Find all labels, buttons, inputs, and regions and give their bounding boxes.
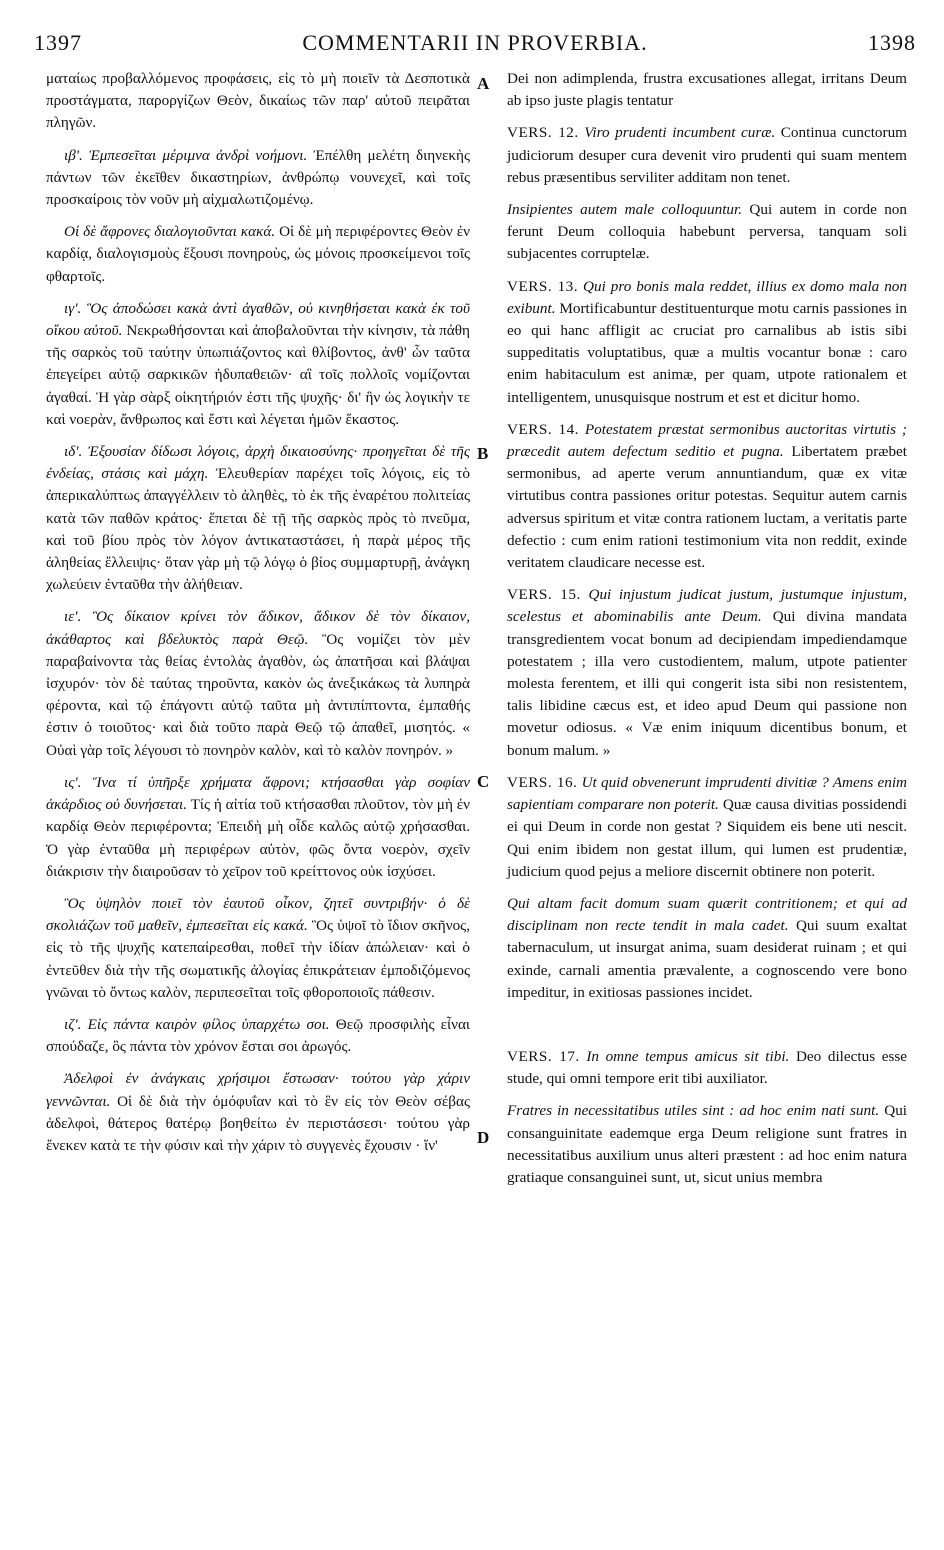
greek-paragraph bbox=[46, 145, 470, 212]
margin-letter-a: A bbox=[477, 74, 490, 93]
greek-text: Ἐπέλθη μελέτη διηνεκὴς πάντων τῶν ἐκεῖθεν δικαστηρίων, ἀνθρώπῳ νουνεχεῖ, καὶ τοῖς προσκαίροις τὸν νοῦν μὴ αἰχμαλωτιζομένῳ. bbox=[46, 146, 470, 209]
greek-paragraph bbox=[46, 1068, 470, 1157]
verse-number: VERS. 14. bbox=[507, 420, 579, 438]
verse-number: VERS. 12. bbox=[507, 124, 579, 142]
latin-paragraph bbox=[507, 68, 907, 112]
latin-lemma: Insipientes autem male colloquuntur. bbox=[507, 201, 743, 219]
greek-lemma: Ἀδελφοὶ ἐν ἀνάγκαις χρήσιμοι ἔστωσαν· τούτου γὰρ χάριν γεννῶνται. bbox=[46, 1070, 470, 1110]
greek-paragraph bbox=[46, 772, 470, 883]
greek-text: Οἱ δὲ διὰ τὴν ὁμόφυΐαν καὶ τὸ ἓν εἰς τὸν Θεὸν σέβας ἀδελφοὶ, θάτερος θατέρῳ βοηθείτω ἐν περιστάσεσι· τούτου γὰρ ἕνεκεν κατὰ τε τὴν φύσιν καὶ τὴν χάριν τὸ συγγενὲς ἔχουσιν · ἵν' bbox=[46, 1092, 470, 1154]
greek-paragraph bbox=[46, 68, 470, 135]
verse-number: VERS. 16. bbox=[507, 773, 578, 791]
verse-number: VERS. 15. bbox=[507, 586, 581, 604]
latin-paragraph bbox=[507, 584, 907, 762]
latin-text: Qui consanguinitate eademque erga Deum religione sunt fratres in necessitatibus auxilium unus alteri præstent : ad hoc enim natura gratiaque consanguinei sunt, ut, sicut unius membra bbox=[507, 1102, 908, 1186]
latin-lemma: In omne tempus amicus sit tibi. bbox=[579, 1047, 790, 1065]
verse-number: VERS. 13. bbox=[507, 277, 579, 295]
verse-number: VERS. 17. bbox=[507, 1047, 580, 1065]
greek-lemma: ιε'. Ὃς δίκαιον κρίνει τὸν ἄδικον, ἄδικον δὲ τὸν δίκαιον, ἀκάθαρτος καὶ βδελυκτὸς παρὰ Θεῷ. bbox=[46, 608, 470, 648]
greek-text: Νεκρωθήσονται καὶ ἀποβαλοῦνται τὴν κίνησιν, τὰ πάθη τῆς σαρκὸς τοῦ ταύτην ὑπωπιάζοντος καὶ θλίβοντος, ἀνθ' ὧν ταῦτα ἐπεγείρει αὐτῷ σαρκικῶν ἡδυπαθειῶν· αἳ τοῖς πολλοῖς νομίζονται ἀγαθαί. Ἡ γὰρ σὰρξ οἰκητήριόν ἐστι τῆς ψυχῆς· δι' ἣν ὡς λογικὴν τε καὶ νοερὰν, ἄνθρωπος καὶ ἔστι καὶ λέγεται ἡμῶν ἕκαστος. bbox=[46, 322, 470, 428]
page-number-right: 1398 bbox=[868, 30, 916, 55]
greek-paragraph bbox=[46, 1014, 470, 1058]
greek-lemma: ιζ'. Εἰς πάντα καιρὸν φίλος ὑπαρχέτω σοι. bbox=[64, 1015, 330, 1033]
latin-column bbox=[507, 68, 907, 1199]
latin-lemma: Qui altam facit domum suam quærit contritionem; et qui ad disciplinam non recte tendit in mala cadet. bbox=[507, 894, 907, 935]
latin-text: Continua cunctorum judiciorum desuper cura devenit viro prudenti qui suam mentem rebus præsentibus serviliter additam non tenet. bbox=[507, 124, 907, 186]
latin-text: Qui suum exaltat tabernaculum, ut insurgat anima, suam desiderat ruinam ; et qui exinde, carnali amentia prævalente, a cognoscendo vere bono impeditur, in exitiosas passiones incidet. bbox=[507, 917, 908, 1001]
latin-paragraph bbox=[507, 276, 907, 409]
greek-lemma: ιγ'. Ὃς ἀποδώσει κακὰ ἀντὶ ἀγαθῶν, οὐ κινηθήσεται κακὰ ἐκ τοῦ οἴκου αὐτοῦ. bbox=[46, 299, 470, 340]
latin-paragraph bbox=[507, 772, 907, 883]
greek-lemma: ιβ'. Ἐμπεσεῖται μέριμνα ἀνδρὶ νοήμονι. bbox=[64, 146, 308, 164]
latin-lemma: Qui pro bonis mala reddet, illius ex domo mala non exibunt. bbox=[507, 277, 907, 317]
latin-paragraph bbox=[507, 419, 907, 574]
page-number-left: 1397 bbox=[34, 30, 82, 55]
latin-paragraph bbox=[507, 122, 907, 189]
greek-paragraph bbox=[46, 441, 470, 596]
greek-text: Ὃς ὑψοῖ τὸ ἴδιον σκῆνος, εἰς τὸ τῆς ψυχῆς κατεπαίρεσθαι, ποθεῖ τὴν ἰδίαν ἀπώλειαν· καὶ ὁ ἐντεῦθεν διὰ τὴν τῆς σωματικῆς ἀλογίας ἐπικράτειαν ἐμποδιζόμενος γνῶναι τὸ ὄντως καλὸν, περιπεσεῖται τοῖς φθοροποιοῖς πάθεσιν. bbox=[46, 917, 470, 1001]
margin-letter-b: B bbox=[477, 444, 489, 463]
latin-text: Qui autem in corde non ferunt Deum colloquia habebunt perversa, tanquam soli subjacentes corruptelæ. bbox=[507, 201, 907, 263]
latin-text: Libertatem præbet sermonibus, ad aperte verum annuntiandum, quæ ex vitæ virtutibus contra passiones oritur potestas. Sequitur autem carnis adversus spiritum et vitæ contra rationem luctam, a veritatis parte defectio : cum enim rationi testimonium vita non reddit, exinde veritatem claudicare necesse est. bbox=[507, 443, 907, 572]
greek-lemma: Ὃς ὑψηλὸν ποιεῖ τὸν ἑαυτοῦ οἶκον, ζητεῖ συντριβήν· ὁ δὲ σκολιάζων τοῦ μαθεῖν, ἐμπεσεῖται εἰς κακά. bbox=[46, 894, 470, 935]
running-title: COMMENTARII IN PROVERBIA. bbox=[302, 30, 648, 55]
latin-text: Qui divina mandata transgredientem vocat bonum ad decipiendam impediendamque potestatem ; illa vero custodientem, malum, utpote patienter molesta ferentem, et illi qui congerit ista sibi non resistentem, talis libidine cæcus est, et ideo apud Deum qui passione non movetur odiosus. « Væ enim iniquum dicentibus bonum, et bonum malum. » bbox=[507, 608, 907, 759]
greek-lemma: ις'. Ἵνα τί ὑπῆρξε χρήματα ἄφρονι; κτήσασθαι γὰρ σοφίαν ἀκάρδιος οὐ δυνήσεται. bbox=[46, 773, 470, 814]
latin-lemma: Fratres in necessitatibus utiles sint : ad hoc enim nati sunt. bbox=[507, 1102, 880, 1120]
greek-text: Οἱ δὲ μὴ περιφέροντες Θεὸν ἐν καρδίᾳ, διαλογισμοὺς ἕξουσι πονηροὺς, ὡς μόνοις προσκείμενοι τοῖς φθαρτοῖς. bbox=[46, 223, 470, 285]
latin-paragraph bbox=[507, 1100, 907, 1189]
greek-text: Ὃς νομίζει τὸν μὲν παραβαίνοντα τὰς θείας ἐντολὰς ἀγαθὸν, ὡς ἀπατῆσαι καὶ βλάψαι ἰσχυρόν· τὸν δὲ ταύτας τηροῦντα, κακὸν ὡς ἀνεξικάκως τὰ λυπηρὰ φέροντα, καὶ τῷ ἐπάγοντι αὐτῷ ταῦτα μὴ ἀντιπίπτοντα, ἐμπαθής ἐστιν ὁ τοιοῦτος· καὶ διὰ τοῦτο παρὰ Θεῷ τῷ ἀπαθεῖ, μισητός. « Οὐαὶ γὰρ τοῖς λέγουσι τὸ πονηρὸν καλὸν, καὶ τὸ καλὸν πονηρόν. » bbox=[46, 630, 470, 759]
latin-lemma: Potestatem præstat sermonibus auctoritas virtutis ; præcedit autem defectum seditio et pugna. bbox=[507, 420, 907, 461]
greek-text: Ἐλευθερίαν παρέχει τοῖς λόγοις, εἰς τὸ ἀπερικαλύπτως ἀπαγγέλλειν τὸ ἀληθὲς, τὸ ἐκ τῆς ἐναρέτου πολιτείας κατὰ τῶν παθῶν κράτος· ἕπεται δὲ τῇ τῆς σαρκὸς πρὸς τὸ πνεῦμα, καὶ τοῦ βίου πρὸς τὸν λόγον ἀντικαταστάσει, ἡ παρὰ μέρος τῆς ἀληθείας ἔλλειψις· ὅταν γὰρ μὴ τῷ λόγῳ ὁ βίος συμμαρτυρῇ, ἀνάγκη χωλεύειν ἐνταῦθα τὴν ἀλήθειαν. bbox=[46, 465, 470, 594]
margin-letter-d: D bbox=[477, 1128, 490, 1147]
greek-paragraph bbox=[46, 606, 470, 761]
latin-lemma: Ut quid obvenerunt imprudenti divitiæ ? Amens enim sapientiam comparare non poterit. bbox=[507, 773, 908, 814]
greek-lemma: Οἱ δὲ ἄφρονες διαλογιοῦνται κακά. bbox=[64, 223, 276, 241]
margin-letter-c: C bbox=[477, 772, 490, 791]
greek-paragraph bbox=[46, 221, 470, 288]
greek-text: Θεῷ προσφιλὴς εἶναι σπούδαζε, ὃς πάντα τὸν χρόνον ἔσται σοι ἀρωγός. bbox=[46, 1015, 470, 1056]
latin-lemma: Viro prudenti incumbent curæ. bbox=[578, 124, 776, 142]
latin-text: Quæ causa divitias possidendi ei qui Deum in corde non gestat ? Siquidem eis bene uti nescit. Qui enim ibidem non gestat illum, qui lumen est prudentiæ, judicium quod pejus a meliore discernit obtinere non poterit. bbox=[507, 796, 907, 880]
greek-text: ματαίως προβαλλόμενος προφάσεις, εἰς τὸ μὴ ποιεῖν τὰ Δεσποτικὰ προστάγματα, παροργίζων Θεὸν, δικαίως τῶν παρ' αὐτοῦ πειρᾶται πληγῶν. bbox=[46, 70, 470, 132]
latin-text: Dei non adimplenda, frustra excusationes allegat, irritans Deum ab ipso juste plagis tentatur bbox=[507, 70, 907, 110]
latin-text: Deo dilectus esse stude, qui omni tempore erit tibi auxiliator. bbox=[507, 1047, 908, 1088]
latin-paragraph bbox=[507, 893, 907, 1004]
greek-lemma: ιδ'. Ἐξουσίαν δίδωσι λόγοις, ἀρχὴ δικαιοσύνης· προηγεῖται δὲ τῆς ἐνδείας, στάσις καὶ μάχη. bbox=[46, 443, 470, 483]
latin-lemma: Qui injustum judicat justum, justumque injustum, scelestus et abominabilis ante Deum. bbox=[507, 586, 907, 626]
greek-text: Τίς ἡ αἰτία τοῦ κτήσασθαι πλοῦτον, τὸν μὴ ἐν καρδίᾳ Θεὸν περιφέροντα; Ἐπειδὴ μὴ οἶδε καλῶς αὐτῷ χρήσασθαι. Ὁ γὰρ ἐνταῦθα μὴ περιφέρων αὐτὸν, φῶς ὄντα νοερὸν, σχεῖν διάκρισιν τὴν διαιροῦσαν τὸ χεῖρον τοῦ κρείττονος οὐκ ἰσχύσει. bbox=[46, 796, 470, 880]
latin-paragraph bbox=[507, 199, 907, 266]
greek-column bbox=[46, 68, 470, 1167]
latin-paragraph bbox=[507, 1046, 907, 1090]
greek-paragraph bbox=[46, 298, 470, 431]
greek-paragraph bbox=[46, 893, 470, 1004]
page-header bbox=[34, 30, 916, 70]
spacer bbox=[507, 1014, 907, 1046]
latin-text: Mortificabuntur destituenturque motu carnis passiones in eo qui hanc affligit ac cruciat pro carnalibus ab istis sibi suppeditatis voluptatibus, quæ a multis vocantur bonæ : caro enim habitaculum est animæ, per quam, utpote rationalem et intelligentem, unusquisque nostrum et est et dicitur homo. bbox=[507, 299, 907, 406]
